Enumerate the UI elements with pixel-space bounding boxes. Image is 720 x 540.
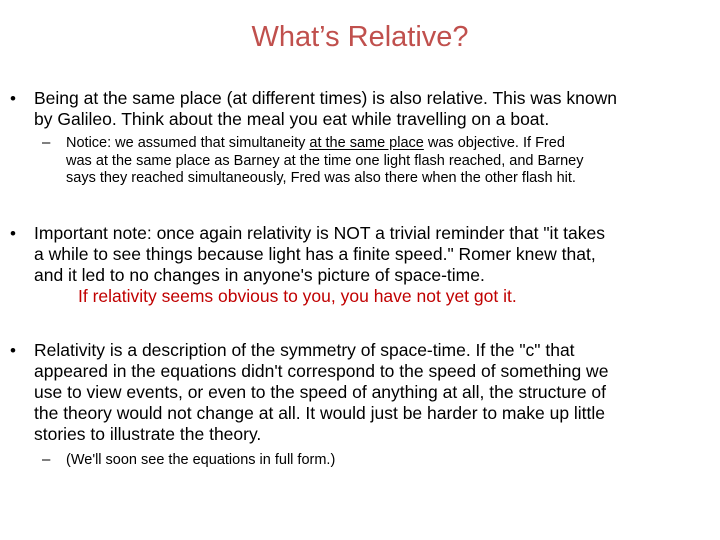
bullet-3-line: appeared in the equations didn't correspond to the speed of something we (34, 361, 609, 381)
sub-bullet-3-line: (We'll soon see the equations in full form.) (66, 452, 336, 468)
bullet-2-line: a while to see things because light has a finite speed." Romer knew that, (34, 244, 596, 264)
bullet-marker: • (10, 224, 16, 243)
sub-bullet-3-text (66, 452, 335, 470)
dash-marker: – (42, 134, 51, 151)
slide-title: What’s Relative? (251, 21, 469, 53)
sub-bullet-1-text (66, 135, 583, 188)
sub-bullet-1-line: says they reached simultaneously, Fred was also there when the other flash hit. (66, 170, 576, 186)
bullet-3-line: the theory would not change at all. It would just be harder to make up little (34, 403, 606, 423)
bullet-marker: • (10, 341, 16, 360)
sub-bullet-1-line1-end: was objective. If Fred (423, 135, 565, 151)
bullet-1-line: Being at the same place (at different times) is also relative. This was known (34, 88, 617, 108)
bullet-1-line: by Galileo. Think about the meal you eat while travelling on a boat. (34, 109, 550, 129)
dash-marker: – (42, 451, 51, 468)
sub-bullet-1-line (66, 135, 583, 153)
emphasis-line: If relativity seems obvious to you, you have not yet got it. (78, 286, 517, 306)
bullet-3-line: Relativity is a description of the symmetry of space-time. If the "c" that (34, 340, 575, 360)
bullet-3-line: stories to illustrate the theory. (34, 424, 262, 444)
sub-bullet-1-line: was at the same place as Barney at the time one light flash reached, and Barney (66, 152, 584, 169)
bullet-3-line: use to view events, or even to the speed of anything at all, the structure of (34, 382, 607, 402)
bullet-1-text (34, 88, 617, 130)
bullet-2-text (34, 223, 605, 307)
bullet-2-line: and it led to no changes in anyone's picture of space-time. (34, 265, 485, 285)
sub-bullet-1-line1-start: Notice: we assumed that simultaneity (66, 135, 310, 151)
underlined-phrase: at the same place (309, 135, 424, 151)
bullet-marker: • (10, 89, 16, 108)
bullet-3-text (34, 340, 608, 445)
bullet-2-line: Important note: once again relativity is NOT a trivial reminder that "it takes (34, 223, 605, 243)
